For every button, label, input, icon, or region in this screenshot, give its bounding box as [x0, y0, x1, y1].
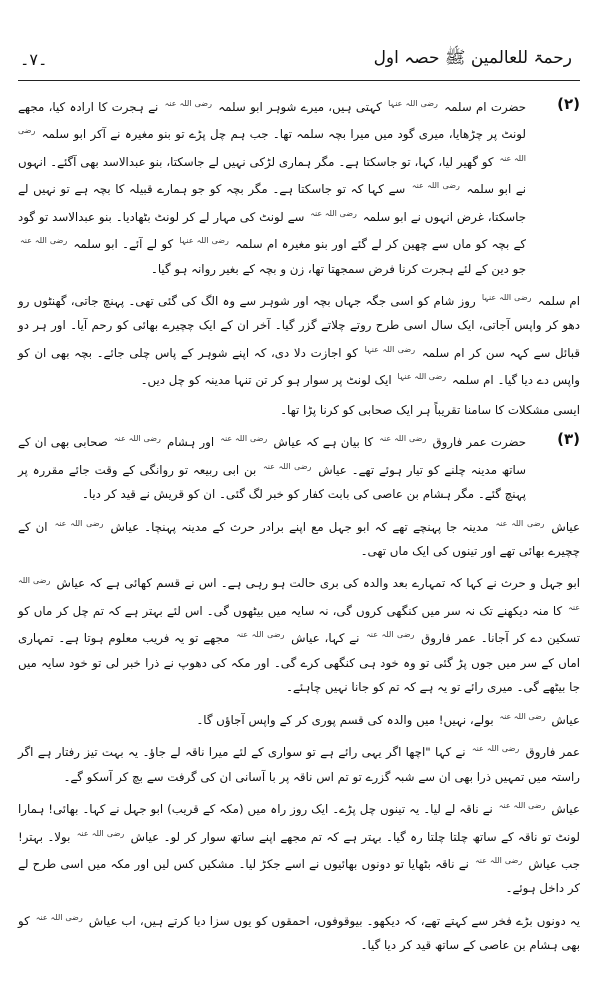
honorific: رضی اللہ عنہ: [113, 434, 161, 444]
paragraph-3: [18, 427, 580, 506]
page-number: ۔۷۔: [20, 49, 48, 69]
honorific: رضی اللہ عنہ: [495, 518, 545, 528]
paragraph-text: ابو جہل و حرث نے کہا کہ تمہارے بعد والدہ کی بری حالت ہو رہی ہے۔ اس نے قسم کھائی ہے کہ عیاش $^{رضی اللہ عنہ}$ کا منہ دیکھنے تک نہ سر میں کنگھی کروں گی، نہ سایہ میں بیٹھوں گی۔ اس لئے بہتر ہے کہ تم چل کر ماں کو تسکین دے کر آجانا۔ عمر فاروق $^{رضی اللہ عنہ}$ نے کہا، عیاش $^{رضی اللہ عنہ}$ مجھے تو یہ فریب معلوم ہوتا ہے۔ تمہاری اماں کے سر میں جوں پڑ گئی تو وہ خود ہی کنگھی کرے گی۔ اور مکہ کی دھوپ نے ذرا خبر لی تو خود سایہ میں جا بیٹھے گی۔ میری رائے تو یہ ہے کہ تم کو جانا نہیں چاہئے۔: [18, 575, 580, 695]
paragraph-text: حضرت عمر فاروق $^{رضی اللہ عنہ}$ کا بیان ہے کہ عیاش $^{رضی اللہ عنہ}$ اور ہشام $^{رضی اللہ عنہ}$ صحابی بھی ان کے ساتھ مدینہ چلنے کو تیار ہوئے تھے۔ عیاش $^{رضی اللہ عنہ}$ بن ابی ربیعہ تو روانگی کے وقت جائے مقررہ پر پہنچ گئے۔ مگر ہشام بن عاصی کی بابت کفار کو خبر لگ گئی۔ ان کو قریش نے قید کر دیا۔: [18, 434, 527, 502]
running-title: رحمۃ للعالمین ﷺ حصہ اول: [373, 47, 572, 68]
honorific: رضی اللہ عنہ: [164, 99, 212, 108]
paragraph-text: عیاش $^{رضی اللہ عنہ}$ بولے، نہیں! میں والدہ کی قسم پوری کر کے واپس آجاؤں گا۔: [196, 711, 580, 727]
paragraph-number: (۲): [557, 95, 580, 113]
honorific: رضی اللہ عنہا: [364, 344, 416, 354]
honorific: رضی اللہ عنہا: [388, 99, 438, 108]
paragraph: [18, 512, 580, 564]
honorific: رضی اللہ عنہ: [35, 912, 83, 922]
paragraph: [18, 398, 580, 423]
honorific: رضی اللہ عنہا: [179, 236, 229, 246]
honorific: رضی اللہ عنہ: [54, 518, 104, 528]
honorific: رضی اللہ عنہا: [397, 372, 447, 382]
honorific: رضی اللہ عنہ: [366, 630, 415, 640]
honorific: رضی اللہ عنہ: [18, 126, 526, 163]
honorific: رضی اللہ عنہ: [471, 744, 520, 754]
paragraph: [18, 569, 580, 700]
paragraph-2: [18, 92, 580, 281]
paragraph-text: یہ دونوں بڑے فخر سے کہتے تھے، کہ دیکھو۔ بیوقوفوں، احمقوں کو یوں سزا دیا کرتے ہیں، اب عیاش $^{رضی اللہ عنہ}$ کو بھی ہشام بن عاصی کے ساتھ قید کر دیا گیا۔: [18, 912, 581, 953]
paragraph: [18, 705, 580, 732]
honorific: رضی اللہ عنہ: [20, 236, 68, 246]
paragraph-text: ایسی مشکلات کا سامنا تقریباً ہر ایک صحابی کو کرنا پڑا تھا۔: [280, 402, 580, 417]
paragraph-text: عیاش $^{رضی اللہ عنہ}$ نے ناقہ لے لیا۔ یہ تینوں چل پڑے۔ ایک روز راہ میں (مکہ کے قریب) ابو جہل نے کہا۔ بھائی! ہمارا لونٹ تو ناقہ کے ساتھ چلتا چلتا رہ گیا۔ بہتر ہے کہ تم مجھے اپنے ساتھ سوار کر لو۔ عیاش $^{رضی اللہ عنہ}$ بولا۔ بہتر! جب عیاش $^{رضی اللہ عنہ}$ نے ناقہ بٹھایا تو دونوں بھائیوں نے اسے جکڑ لیا۔ مشکیں کس لیں اور مکہ میں اسی طرح لے کر داخل ہوئے۔: [18, 801, 581, 896]
honorific: رضی اللہ عنہ: [475, 856, 523, 866]
paragraph: [18, 286, 580, 393]
body-text: [18, 92, 580, 979]
honorific: رضی اللہ عنہ: [18, 575, 580, 612]
paragraph: [18, 737, 580, 789]
honorific: رضی اللہ عنہ: [498, 801, 546, 811]
paragraph: [18, 906, 580, 958]
honorific: رضی اللہ عنہ: [310, 208, 357, 218]
honorific: رضی اللہ عنہ: [76, 828, 125, 838]
page-header: [20, 44, 572, 74]
paragraph: [18, 794, 580, 901]
honorific: رضی اللہ عنہ: [499, 711, 546, 721]
honorific: رضی اللہ عنہ: [263, 461, 312, 471]
paragraph-text: عیاش $^{رضی اللہ عنہ}$ مدینہ جا پہنچے تھے کہ ابو جہل مع اپنے برادر حرث کے مدینہ پہنچا۔ عیاش $^{رضی اللہ عنہ}$ ان کے چچیرے بھائی تھے اور تینوں کی ایک ماں تھی۔: [18, 518, 581, 559]
honorific: رضی اللہ عنہ: [220, 434, 268, 444]
honorific: رضی اللہ عنہ: [411, 181, 460, 191]
honorific: رضی اللہ عنہا: [481, 293, 532, 303]
header-rule: [18, 80, 580, 81]
paragraph-text: عمر فاروق $^{رضی اللہ عنہ}$ نے کہا "اچھا اگر یہی رائے ہے تو سواری کے لئے میرا ناقہ لے جاؤ۔ یہ بہت تیز رفتار ہے اگر راستہ میں تمہیں ذرا بھی ان سے شبہ گزرے تو تم اس ناقہ پر با آسانی ان کی گرفت سے بچ کر آسکو گے۔: [18, 744, 580, 784]
paragraph-number: (۳): [557, 430, 580, 449]
paragraph-text: حضرت ام سلمہ $^{رضی اللہ عنہا}$ کہتی ہیں، میرے شوہر ابو سلمہ $^{رضی اللہ عنہ}$ نے ہجرت کا ارادہ کیا، مجھے لونٹ پر چڑھایا، میری گود میں میرا بچہ سلمہ تھا۔ جب ہم چل پڑے تو بنو مغیرہ نے آکر ابو سلمہ $^{رضی اللہ عنہ}$ کو گھیر لیا، کہا، تو جاسکتا ہے۔ مگر ہماری لڑکی نہیں لے جاسکتا، بنو عبدالاسد بھی آگئے۔ انہوں نے ابو سلمہ $^{رضی اللہ عنہ}$ سے کہا کہ تو جاسکتا ہے۔ مگر بچہ کو جو ہمارے قبیلہ کا بچہ ہے تو نہیں لے جاسکتا، غرض انہوں نے ابو سلمہ $^{رضی اللہ عنہ}$ سے لونٹ کی مہار لے کر لونٹ بٹھادیا۔ بنو عبدالاسد تو گود کے بچہ کو ماں سے چھین کر لے گئے اور بنو مغیرہ ام سلمہ $^{رضی اللہ عنہا}$ کو لے آئے۔ ابو سلمہ $^{رضی اللہ عنہ}$ جو دین کے لئے ہجرت کرنا فرض سمجھتا تھا، زن و بچہ کے بغیر روانہ ہو گیا۔: [18, 99, 527, 276]
paragraph-text: ام سلمہ $^{رضی اللہ عنہا}$ روز شام کو اسی جگہ جہاں بچہ اور شوہر سے وہ الگ کی گئی تھی۔ پہنچ جاتی، گھنٹوں رو دھو کر واپس آجاتی، ایک سال اسی طرح روتے چلاتے گزر گیا۔ آخر ان کے ایک چچیرے بھائی کو رحم آیا۔ اور ہر دو قبائل سے کہہ سن کر ام سلمہ $^{رضی اللہ عنہا}$ کو اجازت دلا دی، کہ اپنے شوہر کے پاس چلی جائے۔ بچہ بھی ان کو واپس دے دیا گیا۔ ام سلمہ $^{رضی اللہ عنہا}$ ایک لونٹ پر سوار ہو کر تن تنہا مدینہ کو چل دیں۔: [18, 293, 581, 388]
honorific: رضی اللہ عنہ: [236, 630, 285, 640]
honorific: رضی اللہ عنہ: [379, 434, 427, 444]
